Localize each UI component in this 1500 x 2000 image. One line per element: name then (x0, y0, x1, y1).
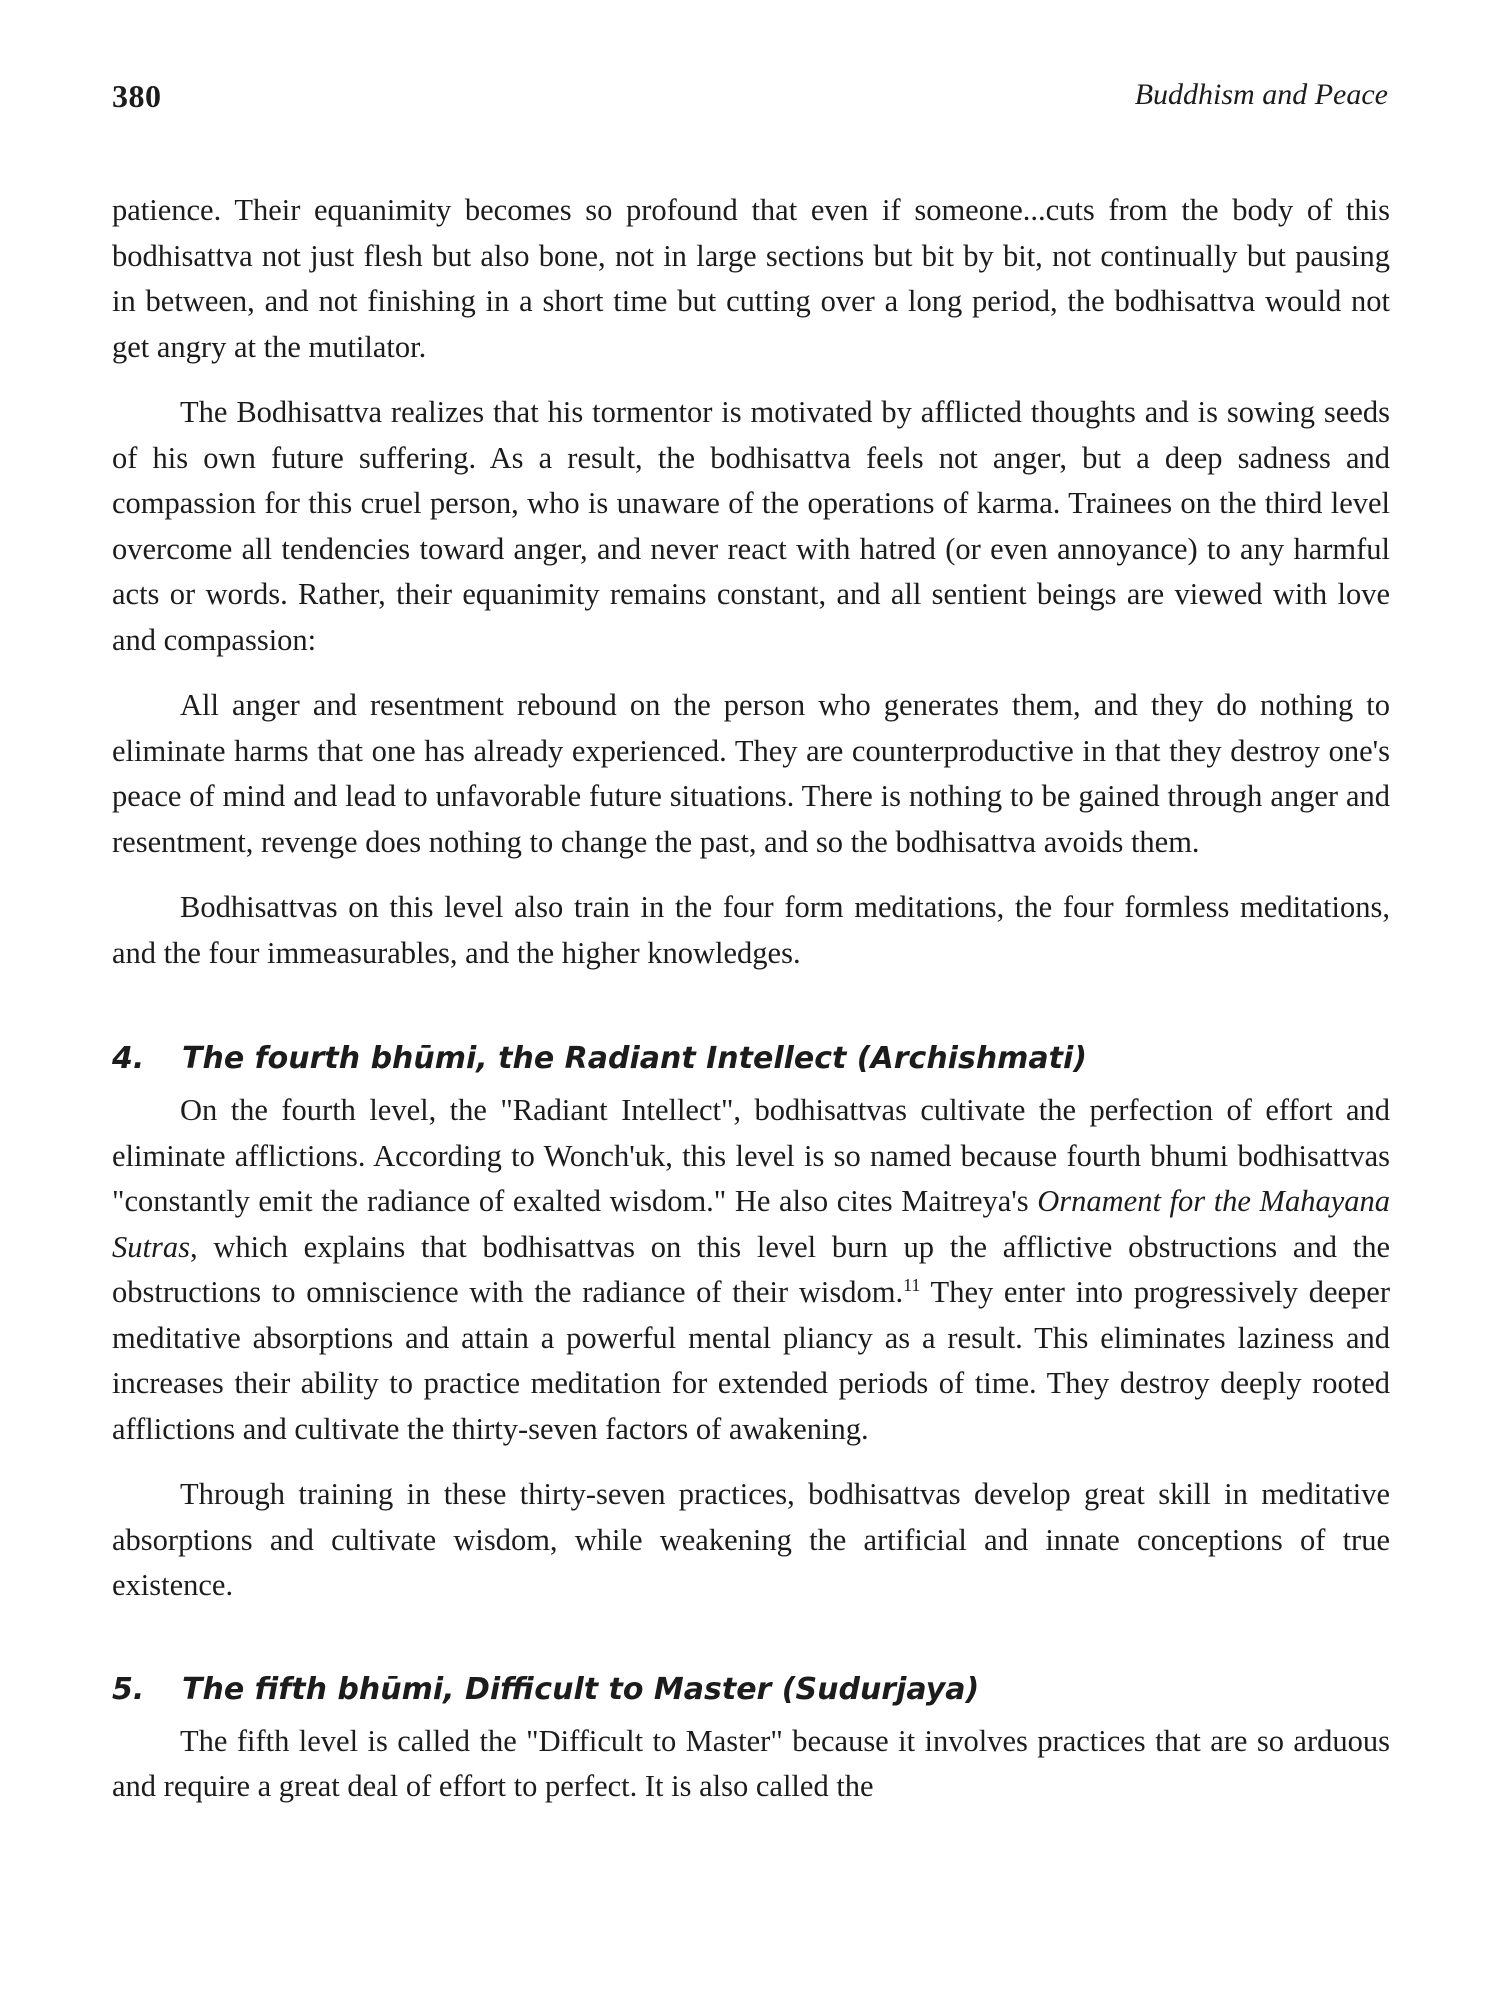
running-title: Buddhism and Peace (1134, 78, 1388, 111)
section-number: 5. (112, 1671, 145, 1707)
paragraph-anger-resentment: All anger and resentment rebound on the person who generates them, and they do nothing to eliminate harms that one has already experienced. They are counterproductive in that they destroy one's peace of mind and lead to unfavorable future situations. There is nothing to be gained through anger and resentment, revenge does nothing to change the past, and so the bodhisattva avoids them. (112, 688, 1390, 859)
paragraph-continuation: patience. Their equanimity becomes so profound that even if someone...cuts from the body of this bodhisattva not just flesh but also bone, not in large sections but bit by bit, not continually but pausing in between, and not finishing in a short time but cutting over a long period, the bodhisattva would not get angry at the mutilator. (112, 193, 1390, 364)
section-heading-fifth-bhumi (112, 1667, 1390, 1713)
running-head (112, 78, 1388, 118)
paragraph-thirty-seven-practices: Through training in these thirty-seven practices, bodhisattvas develop great skill in meditative absorptions and cultivate wisdom, while weakening the artificial and innate conceptions of true existence. (112, 1477, 1390, 1602)
section-number: 4. (112, 1041, 145, 1076)
paragraph-meditations: Bodhisattvas on this level also train in the four form meditations, the four formless meditations, and the four immeasurables, and the higher knowledges. (112, 890, 1390, 970)
body-text (112, 188, 1390, 1810)
text-run: , which explains that bodhisattvas on this level burn up the afflictive obstructions and the obstructions to omniscience with the radiance of their wisdom. (112, 1229, 1390, 1309)
text-run: On the fourth level, the "Radiant Intellect", bodhisattvas cultivate the perfection of effort and eliminate afflictions. According to Wonch'uk, this level is so named because fourth bhumi bodhisattvas "constantly emit the radiance of exalted wisdom." He also cites Maitreya's (112, 1093, 1390, 1218)
section-title: The fourth bhūmi, the Radiant Intellect (Archishmati) (182, 1041, 1088, 1076)
paragraph-tormentor: The Bodhisattva realizes that his tormentor is motivated by afflicted thoughts and is sowing seeds of his own future suffering. As a result, the bodhisattva feels not anger, but a deep sadness and compassion for this cruel person, who is unaware of the operations of karma. Trainees on the third level overcome all tendencies toward anger, and never react with hatred (or even annoyance) to any harmful acts or words. Rather, their equanimity remains constant, and all sentient beings are viewed with love and compassion: (112, 395, 1390, 657)
page-number: 380 (112, 78, 162, 114)
section-title: The fifth bhūmi, Difficult to Master (Sudurjaya) (182, 1671, 980, 1707)
paragraph-difficult-to-master: The fifth level is called the "Difficult to Master" because it involves practices that are so arduous and require a great deal of effort to perfect. It is also called the (112, 1723, 1390, 1803)
work-title: Ornament for the Mahayana Sutras (112, 1184, 1390, 1264)
paragraph-radiant-intellect (112, 1088, 1390, 1452)
footnote-marker: 11 (903, 1274, 921, 1295)
section-heading-fourth-bhumi (112, 1036, 1390, 1082)
text-run: They enter into progressively deeper meditative absorptions and attain a powerful mental pliancy as a result. This eliminates laziness and increases their ability to practice meditation for extended periods of time. They destroy deeply rooted afflictions and cultivate the thirty-seven factors of awakening. (112, 1275, 1390, 1446)
